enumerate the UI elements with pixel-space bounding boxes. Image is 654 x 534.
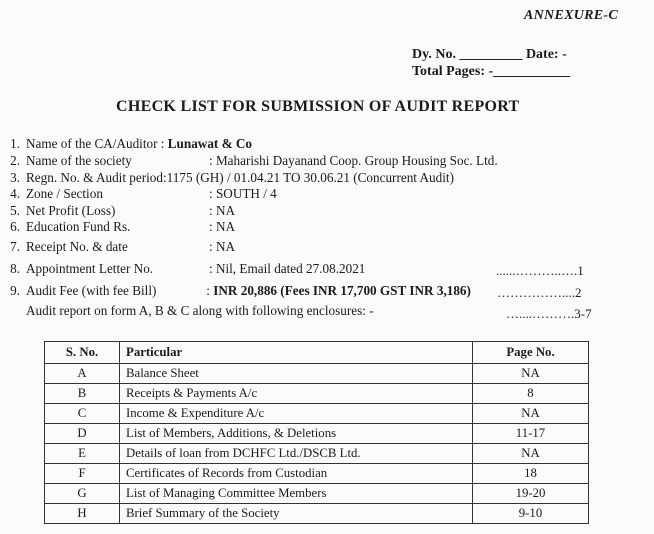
item-number: 8. [10,261,20,276]
checklist-item-education-fund [6,219,235,235]
table-row [45,464,589,484]
item-label: Zone / Section [26,186,103,201]
header-sno: S. No. [45,342,120,364]
document-title: CHECK LIST FOR SUBMISSION OF AUDIT REPORT [116,98,520,115]
checklist-item-audit-fee [6,283,471,299]
item-separator: : [203,283,214,298]
checklist-item-receipt [6,239,235,255]
cell-particular: Brief Summary of the Society [120,504,473,524]
cell-particular: List of Members, Additions, & Deletions [120,424,473,444]
item-label: Audit Fee (with fee Bill) [26,283,157,298]
table-row [45,424,589,444]
item-value: :1175 (GH) / 01.04.21 TO 30.06.21 (Concurrent Audit) [163,170,454,185]
item-label: Appointment Letter No. [26,261,154,276]
table-row [45,384,589,404]
item-label: Name of the society [26,153,132,168]
checklist-item-net-profit [6,203,235,219]
table-row [45,404,589,424]
item-number: 9. [10,283,20,298]
cell-page-no: 9-10 [473,504,589,524]
cell-sno: B [45,384,120,404]
page-ref-audit-fee: ……………....2 [497,285,582,300]
item-value: : NA [209,203,236,218]
cell-sno: G [45,484,120,504]
item-label: Regn. No. & Audit period [26,170,163,185]
item-number: 7. [10,239,20,254]
item-number: 5. [10,203,20,218]
cell-page-no: 8 [473,384,589,404]
cell-particular: Balance Sheet [120,364,473,384]
page-ref-enclosures: …....……….3-7 [506,306,592,321]
item-number: 6. [10,219,20,234]
item-number: 3. [10,170,20,185]
table-row [45,504,589,524]
item-label: Name of the CA/Auditor : [26,136,165,151]
table-header-row [45,342,589,364]
cell-page-no: 18 [473,464,589,484]
table-row [45,364,589,384]
item-value: : Nil, Email dated 27.08.2021 [209,261,366,276]
cell-sno: F [45,464,120,484]
table-row [45,484,589,504]
item-label: Education Fund Rs. [26,219,131,234]
page-ref-appointment: ......………..….1 [496,263,584,278]
checklist-item-society [6,153,498,169]
cell-page-no: NA [473,364,589,384]
item-value: : NA [209,239,236,254]
item-value: : Maharishi Dayanand Coop. Group Housing Soc. Ltd. [209,153,498,168]
dy-no-date-field: Dy. No. _________ Date: - [412,47,567,62]
cell-sno: E [45,444,120,464]
item-label: Net Profit (Loss) [26,203,116,218]
cell-particular: Receipts & Payments A/c [120,384,473,404]
header-page-no: Page No. [473,342,589,364]
checklist-item-auditor [6,136,252,152]
enclosures-table [44,341,589,524]
enclosure-line: Audit report on form A, B & C along with following enclosures: - [26,303,374,318]
item-value: Lunawat & Co [167,136,253,151]
cell-particular: Certificates of Records from Custodian [120,464,473,484]
item-number: 4. [10,186,20,201]
cell-page-no: NA [473,444,589,464]
checklist-item-zone [6,186,277,202]
item-number: 2. [10,153,20,168]
cell-page-no: 19-20 [473,484,589,504]
item-value: : SOUTH / 4 [209,186,277,201]
cell-sno: A [45,364,120,384]
cell-page-no: 11-17 [473,424,589,444]
checklist-item-appointment [6,261,365,277]
item-value: INR 20,886 (Fees INR 17,700 GST INR 3,186) [213,283,471,298]
item-number: 1. [10,136,20,151]
cell-particular: Income & Expenditure A/c [120,404,473,424]
header-particular: Particular [120,342,473,364]
cell-page-no: NA [473,404,589,424]
total-pages-field: Total Pages: -___________ [412,64,571,79]
cell-sno: D [45,424,120,444]
table-row [45,444,589,464]
cell-sno: C [45,404,120,424]
cell-particular: List of Managing Committee Members [120,484,473,504]
checklist-item-regn [6,170,454,186]
annexure-label: ANNEXURE-C [524,8,619,23]
cell-particular: Details of loan from DCHFC Ltd./DSCB Ltd. [120,444,473,464]
item-value: : NA [209,219,236,234]
item-label: Receipt No. & date [26,239,128,254]
cell-sno: H [45,504,120,524]
